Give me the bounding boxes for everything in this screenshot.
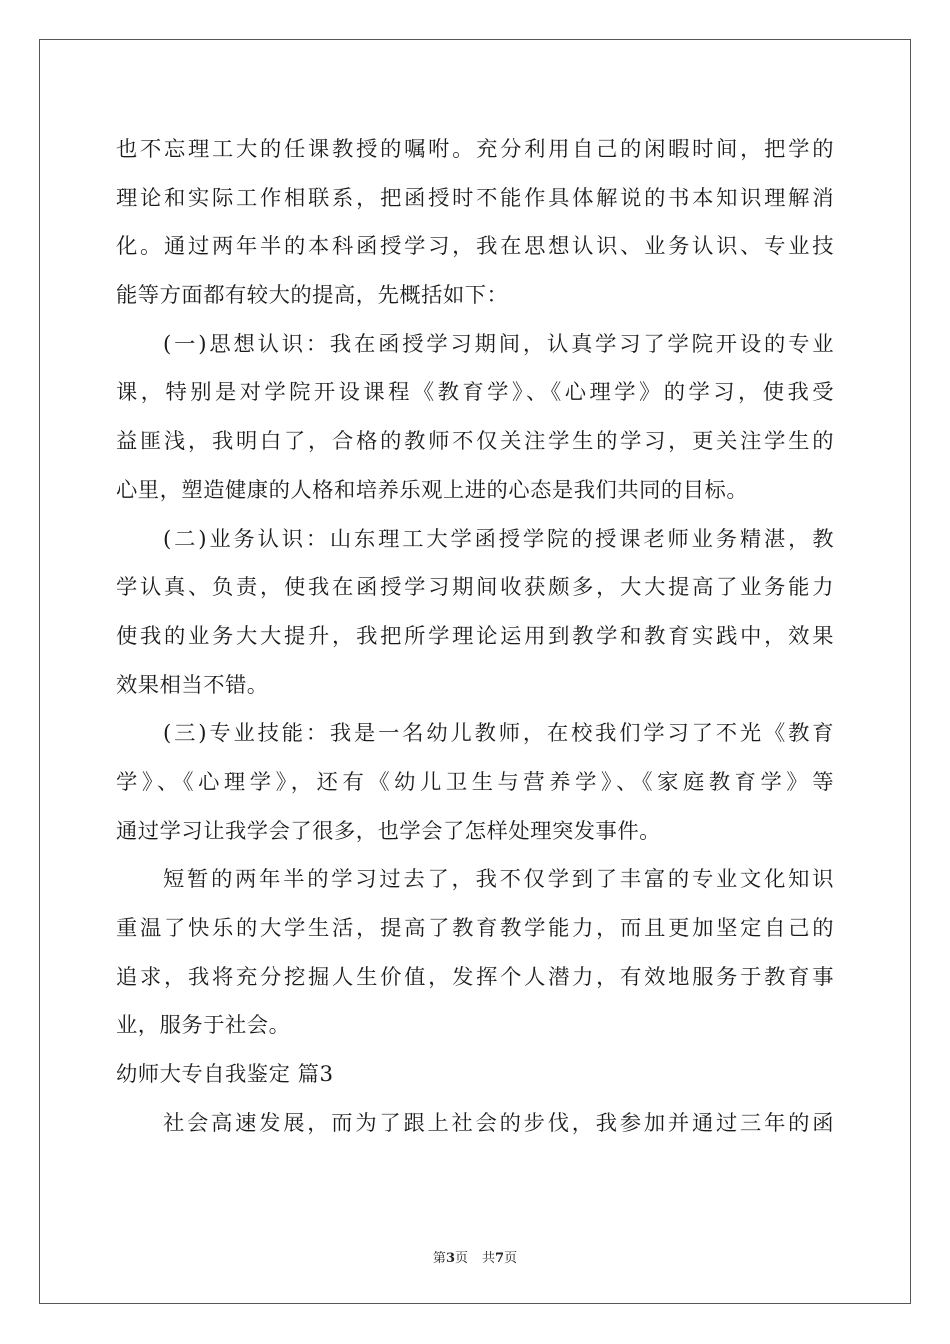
page-suffix: 页 xyxy=(454,1251,468,1266)
text-line: 化。通过两年半的本科函授学习，我在思想认识、业务认识、专业技 xyxy=(116,234,834,260)
paragraph-start-line: 短暂的两年半的学习过去了，我不仅学到了丰富的专业文化知识 xyxy=(163,867,834,893)
current-page-number: 3 xyxy=(445,1251,455,1266)
text-line: 效果相当不错。 xyxy=(116,672,269,698)
paragraph-start-line: (一)思想认识：我在函授学习期间，认真学习了学院开设的专业 xyxy=(163,331,834,357)
text-line: 使我的业务大大提升，我把所学理论运用到教学和教育实践中，效果 xyxy=(116,623,834,649)
text-line: 重温了快乐的大学生活，提高了教育教学能力，而且更加坚定自己的 xyxy=(116,916,834,941)
text-line: 理论和实际工作相联系，把函授时不能作具体解说的书本知识理解消 xyxy=(116,185,834,211)
document-body xyxy=(116,126,834,1148)
total-page-number: 7 xyxy=(495,1251,505,1266)
paragraph-start-line: (二)业务认识：山东理工大学函授学院的授课老师业务精湛，教 xyxy=(163,526,834,552)
text-line: 学认真、负责，使我在函授学习期间收获颇多，大大提高了业务能力 xyxy=(116,575,834,601)
paragraph-start-line: (三)专业技能：我是一名幼儿教师，在校我们学习了不光《教育 xyxy=(163,721,834,747)
page-prefix: 第 xyxy=(432,1251,446,1266)
text-line: 也不忘理工大的任课教授的嘱咐。充分利用自己的闲暇时间，把学的 xyxy=(116,137,834,162)
text-line: 追求，我将充分挖掘人生价值，发挥个人潜力，有效地服务于教育事 xyxy=(116,964,834,990)
text-line: 益匪浅，我明白了，合格的教师不仅关注学生的学习，更关注学生的 xyxy=(116,429,834,455)
section-heading: 幼师大专自我鉴定 篇3 xyxy=(116,1062,334,1088)
text-line: 课，特别是对学院开设课程《教育学》、《心理学》的学习，使我受 xyxy=(116,380,834,406)
total-prefix: 共 xyxy=(482,1251,496,1266)
paragraph-start-line: 社会高速发展，而为了跟上社会的步伐，我参加并通过三年的函 xyxy=(163,1110,834,1136)
text-line: 学》、《心理学》，还有《幼儿卫生与营养学》、《家庭教育学》等 xyxy=(116,769,834,795)
text-line: 能等方面都有较大的提高，先概括如下： xyxy=(116,283,509,309)
page-footer xyxy=(0,1247,950,1266)
total-suffix: 页 xyxy=(504,1251,518,1266)
text-line: 业，服务于社会。 xyxy=(116,1013,291,1039)
text-line: 通过学习让我学会了很多，也学会了怎样处理突发事件。 xyxy=(116,818,661,844)
text-line: 心里，塑造健康的人格和培养乐观上进的心态是我们共同的目标。 xyxy=(116,477,749,503)
